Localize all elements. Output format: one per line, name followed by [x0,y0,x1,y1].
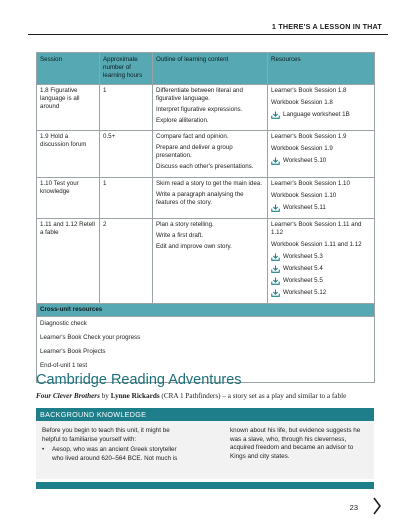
resource-item [271,87,371,95]
download-icon[interactable] [271,111,280,119]
outline-item: Differentiate between literal and figurative language. [156,87,243,103]
resource-label: Workbook Session 1.8 [271,99,333,107]
outline-item: Interpret figurative expressions. [156,106,243,114]
book-series: (CRA 1 Pathfinders) [159,392,221,400]
background-knowledge-left-column [42,427,190,479]
hours-cell: 1 [100,177,153,218]
resources-cell [268,218,375,303]
table-row [37,177,375,218]
subtitle-rest: – a story set as a play and similar to a fable [220,392,347,400]
resource-label: Workbook Session 1.11 and 1.12 [271,240,362,248]
resource-item [271,145,371,153]
outline-item: Skim read a story to get the main idea. [156,179,262,187]
outline-item: Prepare and deliver a group presentation. [156,144,233,160]
subtitle-by: by [99,392,111,400]
resource-label: Worksheet 5.3 [283,252,323,260]
download-icon[interactable] [271,157,280,165]
cross-unit-heading-row [37,304,375,317]
background-knowledge-bullet [42,446,180,463]
resource-item [271,133,371,141]
column-header-outline: Outline of learning content [153,53,268,85]
outline-item: Compare fact and opinion. [156,133,229,141]
background-knowledge-right-column [190,427,368,479]
resource-label: Worksheet 5.10 [283,157,327,165]
resource-item [271,221,371,237]
session-cell: 1.11 and 1.12 Retell a fable [37,218,100,303]
resources-cell [268,131,375,177]
download-icon[interactable] [271,265,280,273]
book-subtitle [36,392,376,400]
bullet-text: Aesop, who was an ancient Greek storyteller who lived around 620–564 BCE. Not much is [52,446,178,462]
outline-item: Plan a story retelling. [156,220,214,228]
background-knowledge-body [36,421,374,479]
hours-cell: 1 [100,85,153,131]
table-row [37,85,375,131]
resource-label: Learner's Book Session 1.9 [271,133,347,141]
cross-unit-item: Learner's Book Check your progress [40,334,141,342]
bottom-band [36,482,374,489]
resources-cell [268,85,375,131]
column-header-resources: Resources [268,53,375,85]
resource-label: Worksheet 5.4 [283,264,323,272]
session-table [36,52,375,383]
table-header-row [37,53,375,85]
resource-item [271,192,371,200]
outline-item: Write a first draft. [156,231,203,239]
cross-unit-heading: Cross-unit resources [37,304,375,317]
outline-item: Write a paragraph analysing the features of the story. [156,190,244,206]
resource-label: Learner's Book Session 1.8 [271,87,347,94]
outline-cell [153,177,268,218]
resource-label: Worksheet 5.12 [283,289,327,297]
resource-item[interactable] [271,111,371,119]
download-icon[interactable] [271,277,280,285]
page-number: 23 [349,503,358,512]
outline-cell [153,85,268,131]
resource-label: Learner's Book Session 1.11 and 1.12 [271,220,362,236]
resource-item[interactable] [271,157,371,165]
chevron-right-icon[interactable] [372,497,382,515]
cross-unit-item: Diagnostic check [40,320,87,328]
session-cell: 1.10 Test your knowledge [37,177,100,218]
session-cell: 1.8 Figurative language is all around [37,85,100,131]
resource-item[interactable] [271,277,371,285]
outline-item: Explore alliteration. [156,117,209,125]
resource-item[interactable] [271,204,371,212]
section-title: Cambridge Reading Adventures [36,372,242,388]
resource-item[interactable] [271,265,371,273]
bullet-icon: • [42,446,45,453]
resource-item [271,180,371,188]
running-header: 1 THERE'S A LESSON IN THAT [271,22,382,31]
download-icon[interactable] [271,204,280,212]
column-header-hours: Approximate number of learning hours [100,53,153,85]
book-author: Lynne Rickards [110,392,160,400]
outline-item: Edit and improve own story. [156,242,232,250]
table-row [37,131,375,177]
hours-cell: 2 [100,218,153,303]
download-icon[interactable] [271,289,280,297]
book-title: Four Clever Brothers [36,392,100,400]
cross-unit-item: End-of-unit 1 test [40,362,88,370]
resource-label: Learner's Book Session 1.10 [271,179,350,187]
background-knowledge-intro: Before you begin to teach this unit, it might be helpful to familiarise yourself with: [42,427,170,443]
resource-label: Worksheet 5.11 [283,203,326,211]
table-row [37,218,375,303]
resource-label: Workbook Session 1.10 [271,191,337,199]
cross-unit-item: Learner's Book Projects [40,348,106,356]
resources-cell [268,177,375,218]
hours-cell: 0.5+ [100,131,153,177]
background-knowledge-continued: known about his life, but evidence suggests he was a slave, who, through his cleverness, acquired freedom and became an advisor to Kings and city states. [230,427,361,460]
outline-cell [153,131,268,177]
resource-item[interactable] [271,253,371,261]
resource-item[interactable] [271,289,371,297]
resource-label: Language worksheet 1B [283,111,350,119]
header-rule [28,34,388,35]
column-header-session: Session [37,53,100,85]
outline-item: Discuss each other's presentations. [156,163,254,171]
download-icon[interactable] [271,253,280,261]
resource-label: Worksheet 5.5 [283,277,323,284]
background-knowledge-heading: BACKGROUND KNOWLEDGE [36,408,374,421]
resource-item [271,241,371,249]
resource-item [271,99,371,107]
outline-cell [153,218,268,303]
session-cell: 1.9 Hold a discussion forum [37,131,100,177]
resource-label: Workbook Session 1.9 [271,145,333,153]
